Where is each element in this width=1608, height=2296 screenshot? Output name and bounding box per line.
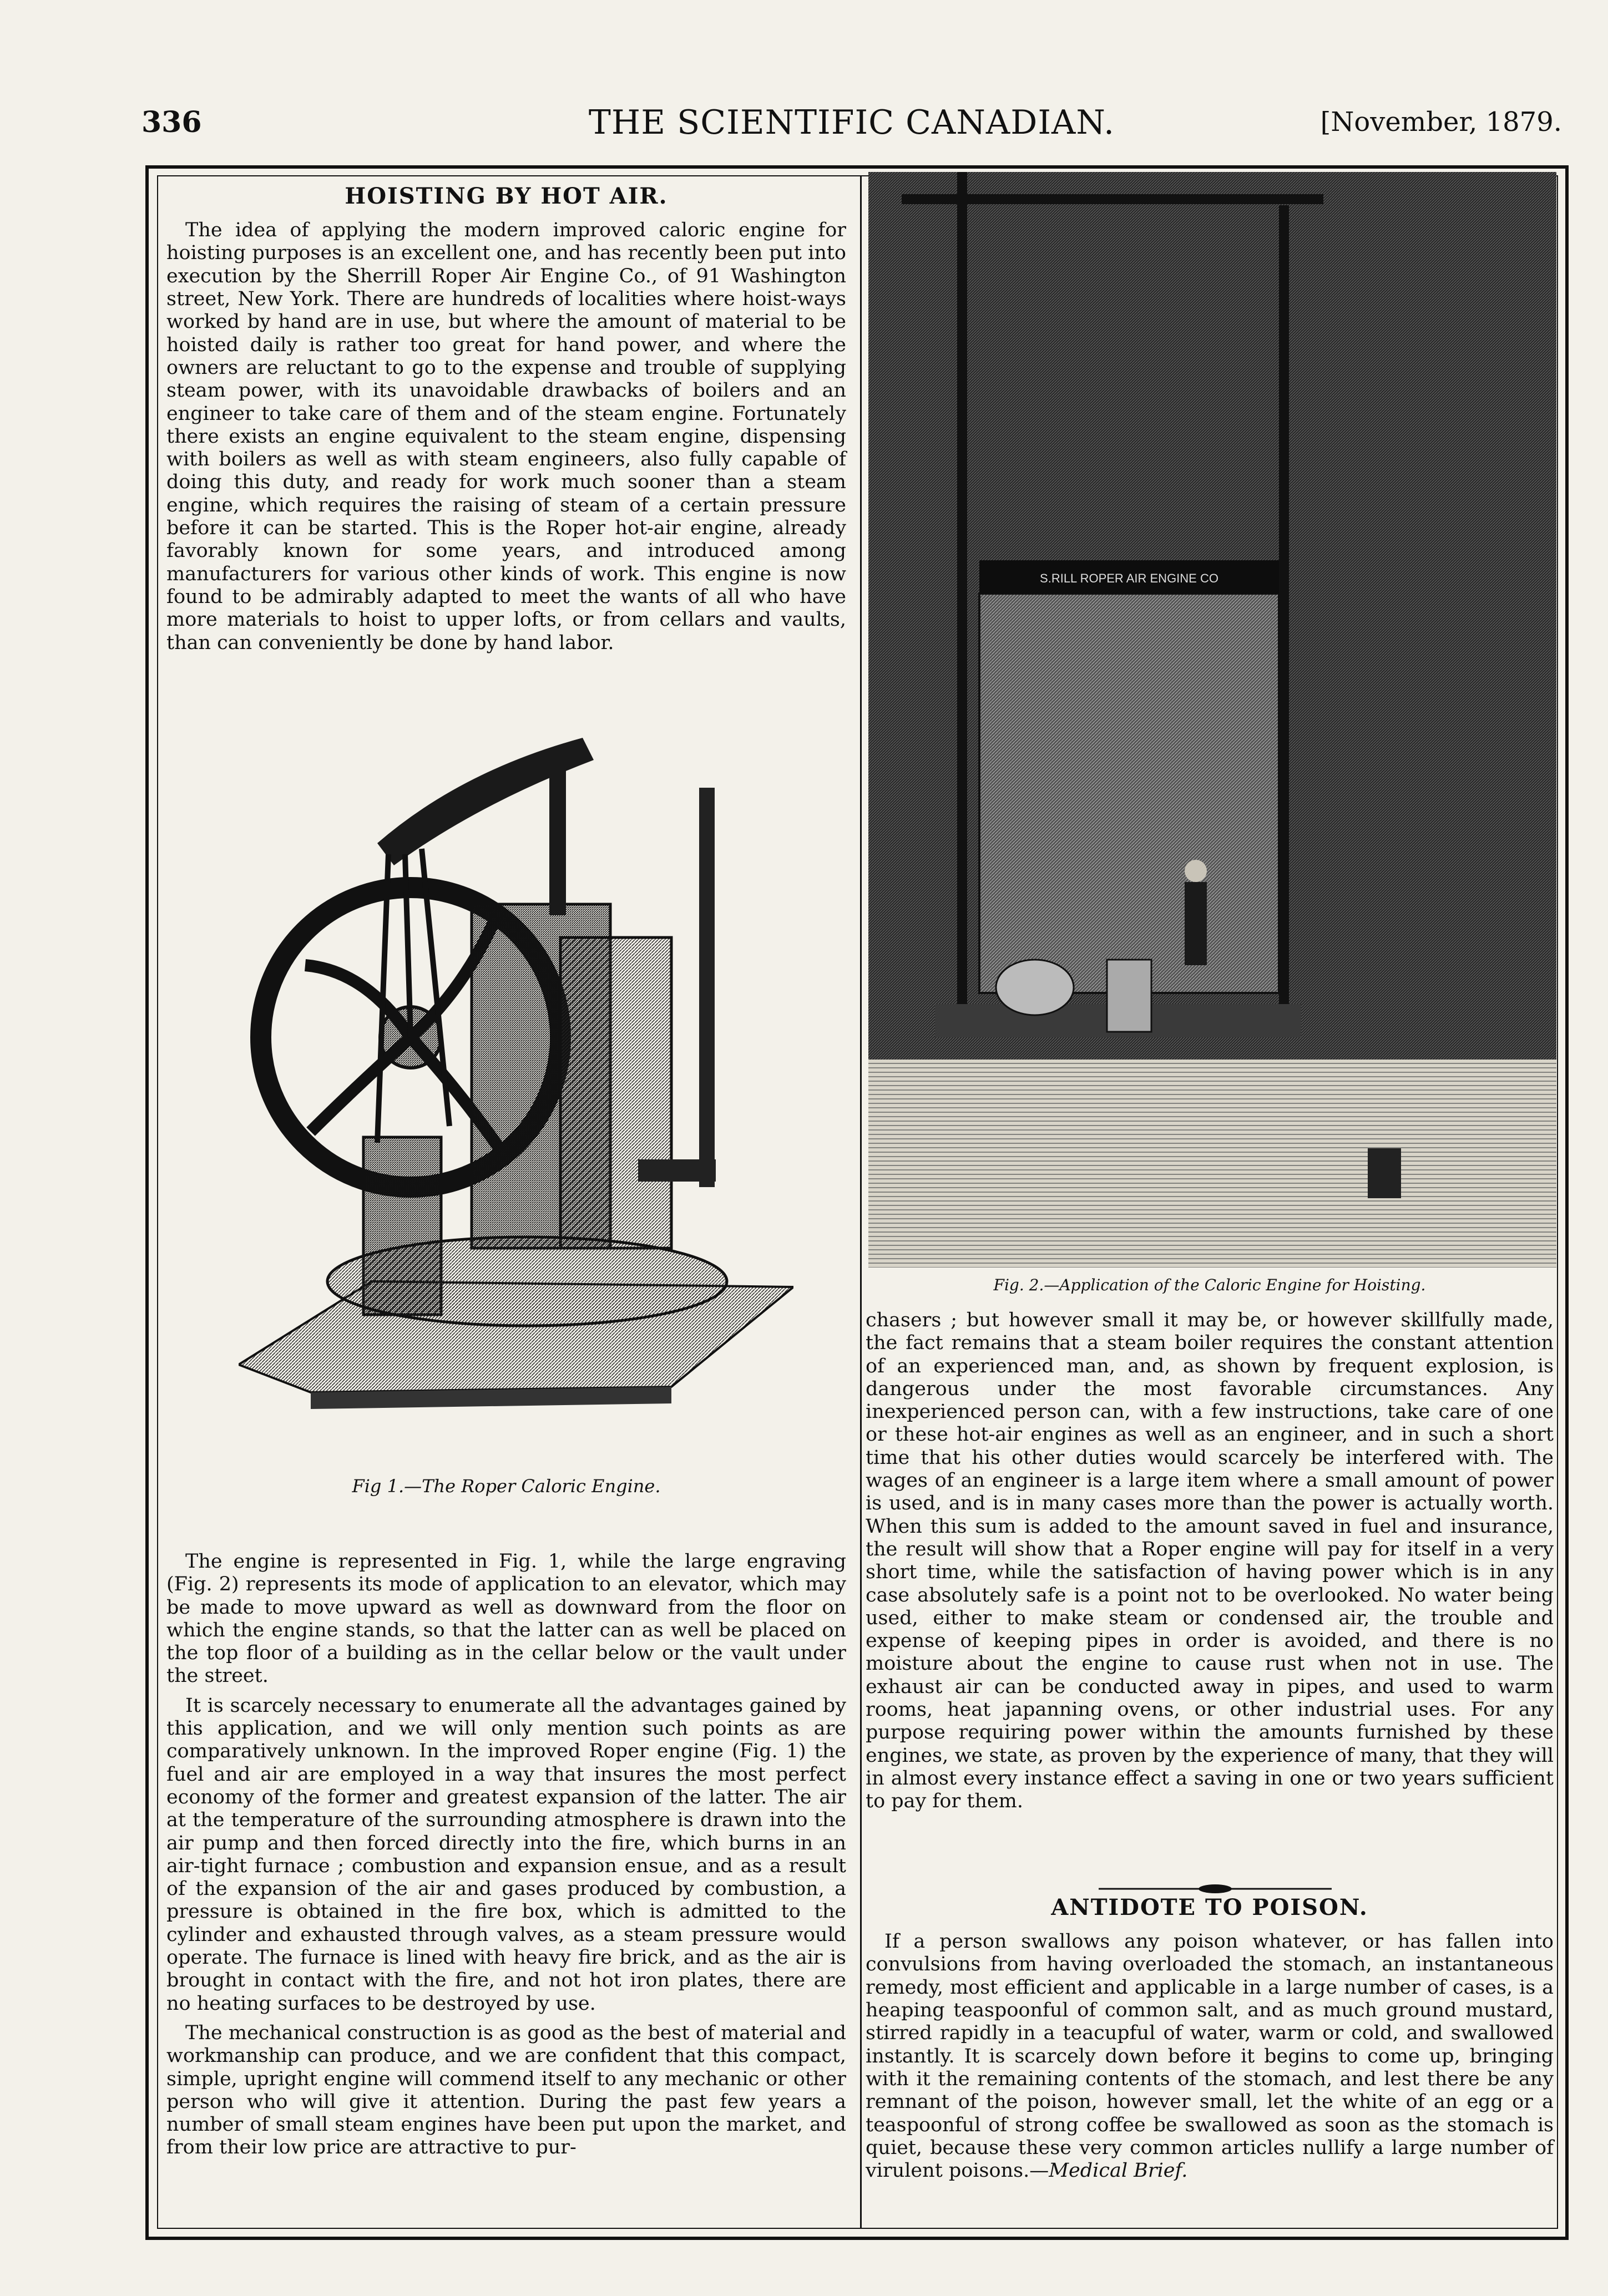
article-antidote bbox=[866, 1894, 1554, 2182]
article-hoisting-continued bbox=[866, 1309, 1554, 1820]
article-paragraph: The idea of applying the modern improved caloric engine for hoisting purposes is an excellent one, and has recently been put into execution by the Sherrill Roper Air Engine Co., of 91 Washington street, New York. There are hundreds of localities where hoist-ways worked by hand are in use, but where the amount of material to be hoisted daily is rather too great for hand power, and where the owners are reluctant to go to the expense and trouble of supplying steam power, with its unavoidable drawbacks of boilers and an engineer to take care of them and of the steam engine. Fortunately there exists an engine equivalent to the steam engine, dispensing with boilers as well as with steam engineers, also fully capable of doing this duty, and ready for work much sooner than a steam engine, which requires the raising of steam of a certain pressure before it can be started. This is the Roper hot-air engine, already favorably known for some years, and introduced among manufacturers for various other kinds of work. This engine is now found to be admirably adapted to meet the wants of all who have more materials to hoist to upper lofts, or from cellars and vaults, than can conveniently be done by hand labor. bbox=[166, 219, 846, 654]
article-paragraph: The mechanical construction is as good as the best of material and workmanship can produce, and we are confident that this compact, simple, upright engine will commend itself to any mechanic or other person who will give it attention. During the past few years a number of small steam engines have been put upon the market, and from their low price are attractive to pur- bbox=[166, 2021, 846, 2159]
article-source: Medical Brief. bbox=[1049, 2160, 1188, 2182]
roper-caloric-engine-illustration bbox=[239, 727, 793, 1431]
article-title: ANTIDOTE TO POISON. bbox=[1051, 1894, 1368, 1920]
page-number: 336 bbox=[141, 105, 202, 139]
article-paragraph: The engine is represented in Fig. 1, while the large engraving (Fig. 2) represents its mode of application to an elevator, which may be made to move upward as well as downward from the floor on which the engine stands, so that the latter can as well be placed on the top floor of a building as in the cellar below or the vault under the street. bbox=[166, 1550, 846, 1687]
article-title: HOISTING BY HOT AIR. bbox=[345, 183, 668, 209]
article-paragraph-text: If a person swallows any poison whatever, or has fallen into convulsions from having overloaded the stomach, an instantaneous remedy, most efficient and applicable in a large number of cases, is a heaping teaspoonful of common salt, and as much ground mustard, stirred rapidly in a teacupful of water, warm or cold, and swallowed instantly. It is scarcely down before it begins to come up, bringing with it the remaining contents of the stomach, and lest there be any remnant of the poison, however small, let the white of an egg or a teaspoonful of strong coffee be swallowed as soon as the stomach is quiet, because these very common articles nullify a large number of virulent poisons.— bbox=[866, 1930, 1554, 2182]
page-header bbox=[141, 100, 1562, 150]
figure-2-caption: Fig. 2.—Application of the Caloric Engine for Hoisting. bbox=[993, 1276, 1426, 1294]
section-divider bbox=[1099, 1883, 1332, 1894]
article-hoisting-body bbox=[166, 1550, 846, 2166]
article-paragraph: chasers ; but however small it may be, or however skillfully made, the fact remains that a steam boiler requires the constant attention of an experienced man, and, as shown by frequent explosion, is dangerous under the most favorable circumstances. Any inexperienced person can, with a few instructions, take care of one or these hot-air engines as well as an engineer, and in such a short time that his other duties would scarcely be interfered with. The wages of an engineer is a large item where a small amount of power is used, and is in many cases more than the power is actually worth. When this sum is added to the amount saved in fuel and insurance, the result will show that a Roper engine will pay for itself in a very short time, while the satisfaction of having power which is in any case absolutely safe is a point not to be overlooked. No water being used, either to make steam or condensed air, the trouble and expense of keeping pipes in order is avoided, and there is no moisture about the engine to cause rust when not in use. The exhaust air can be conducted away in pipes, and used to warm rooms, heat japanning ovens, or other industrial uses. For any purpose requiring power within the amounts furnished by these engines, we state, as proven by the experience of many, that they will in almost every instance effect a saving in one or two years sufficient to pay for them. bbox=[866, 1309, 1554, 1813]
figure-1-caption: Fig 1.—The Roper Caloric Engine. bbox=[352, 1476, 661, 1497]
column-rule bbox=[860, 175, 862, 2229]
hoisting-application-engraving bbox=[868, 172, 1556, 1268]
article-hoisting-intro bbox=[166, 183, 846, 661]
journal-title: THE SCIENTIFIC CANADIAN. bbox=[588, 103, 1115, 142]
article-paragraph bbox=[866, 1930, 1554, 2182]
article-paragraph: It is scarcely necessary to enumerate all the advantages gained by this application, and we will only mention such points as are comparatively unknown. In the improved Roper engine (Fig. 1) the fuel and air are employed in a way that insures the most perfect economy of the former and greatest expansion of the latter. The air at the temperature of the surrounding atmosphere is drawn into the air pump and then forced directly into the fire, which burns in an air-tight furnace ; combustion and expansion ensue, and as a result of the expansion of the air and gases produced by combustion, a pressure is obtained in the fire box, which is admitted to the cylinder and exhausted through valves, as a steam pressure would operate. The furnace is lined with heavy fire brick, and as the air is brought in contact with the fire, and not hot iron plates, there are no heating surfaces to be destroyed by use. bbox=[166, 1694, 846, 2015]
issue-date: [November, 1879. bbox=[1320, 107, 1562, 138]
engine-sign-text: S.RILL ROPER AIR ENGINE CO bbox=[1040, 571, 1218, 585]
